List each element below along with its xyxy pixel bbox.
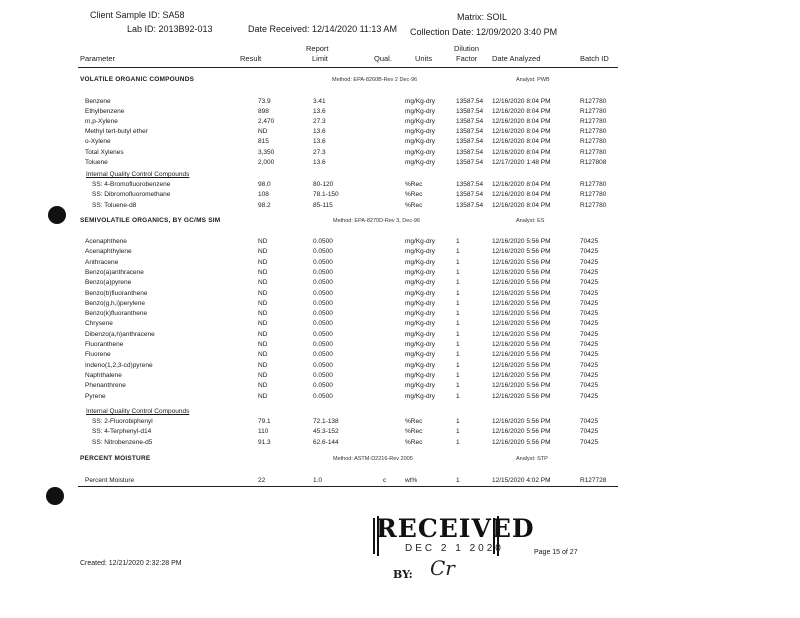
cell-units: mg/Kg-dry xyxy=(405,258,435,266)
cell-limit: 0.0500 xyxy=(313,310,333,318)
cell-limit: 13.6 xyxy=(313,138,326,146)
table-row xyxy=(0,149,800,159)
cell-param: Anthracene xyxy=(85,258,119,266)
cell-batch: R127780 xyxy=(580,108,607,116)
cell-param: Benzo(a)pyrene xyxy=(85,279,132,287)
cell-limit: 13.6 xyxy=(313,108,326,116)
cell-param: Pyrene xyxy=(85,392,106,400)
cell-limit: 78.1-150 xyxy=(313,191,339,199)
cell-result: ND xyxy=(258,238,268,245)
cell-units: mg/Kg-dry xyxy=(405,248,435,256)
table-row xyxy=(0,310,800,320)
cell-units: %Rec xyxy=(405,201,423,209)
cell-units: mg/Kg-dry xyxy=(405,279,435,287)
cell-dil: 1 xyxy=(456,392,460,400)
table-row xyxy=(0,331,800,341)
cell-date: 12/16/2020 5:56 PM xyxy=(492,351,551,359)
cell-units: mg/Kg-dry xyxy=(405,289,435,297)
cell-dil: 1 xyxy=(456,428,460,436)
cell-dil: 13587.54 xyxy=(456,191,484,199)
cell-param: Benzene xyxy=(85,98,111,105)
cell-date: 12/16/2020 8:04 PM xyxy=(492,201,551,209)
cell-param: Methyl tert-butyl ether xyxy=(85,128,148,136)
cell-result: ND xyxy=(258,341,268,348)
cell-result: 2,470 xyxy=(258,118,275,126)
col-units: Units xyxy=(415,54,433,63)
cell-param: Fluorene xyxy=(85,351,111,359)
cell-dil: 1 xyxy=(456,238,460,245)
cell-date: 12/16/2020 5:56 PM xyxy=(492,438,551,446)
cell-units: mg/Kg-dry xyxy=(405,330,435,338)
received-stamp-word: RECEIVED xyxy=(376,514,535,543)
cell-units: mg/Kg-dry xyxy=(405,361,435,369)
cell-dil: 1 xyxy=(456,351,460,359)
table-row xyxy=(0,191,800,201)
cell-batch: R127780 xyxy=(580,181,607,188)
cell-units: %Rec xyxy=(405,418,423,425)
cell-batch: 70425 xyxy=(580,320,599,328)
cell-result: ND xyxy=(258,361,268,369)
lab-id: Lab ID: 2013B92-013 xyxy=(127,24,213,34)
voc-qc-title: Internal Quality Control Compounds xyxy=(86,171,190,178)
cell-units: mg/Kg-dry xyxy=(405,310,435,318)
cell-param: Indeno(1,2,3-cd)pyrene xyxy=(85,361,153,369)
cell-dil: 13587.54 xyxy=(456,128,484,136)
cell-units: mg/Kg-dry xyxy=(405,268,435,276)
cell-units: mg/Kg-dry xyxy=(405,108,435,116)
cell-dil: 1 xyxy=(456,258,460,266)
col-report-limit-1: Report xyxy=(306,44,329,53)
cell-param: SS: Dibromofluoromethane xyxy=(92,191,171,199)
cell-param: o-Xylene xyxy=(85,138,111,146)
cell-result: 79.1 xyxy=(258,418,271,425)
table-row xyxy=(0,290,800,300)
cell-limit: 0.0500 xyxy=(313,392,333,400)
cell-result: ND xyxy=(258,330,268,338)
cell-batch: R127780 xyxy=(580,128,607,136)
created-timestamp: Created: 12/21/2020 2:32:28 PM xyxy=(80,560,182,567)
cell-limit: 0.0500 xyxy=(313,382,333,390)
collection-date: Collection Date: 12/09/2020 3:40 PM xyxy=(410,27,558,37)
col-dilution-1: Dilution xyxy=(454,44,480,53)
cell-result: 2,000 xyxy=(258,158,275,166)
cell-date: 12/16/2020 5:56 PM xyxy=(492,392,551,400)
cell-batch: 70425 xyxy=(580,341,599,348)
cell-param: SS: 4-Terphenyl-d14 xyxy=(92,428,152,436)
voc-section-title: VOLATILE ORGANIC COMPOUNDS xyxy=(80,76,195,83)
cell-dil: 1 xyxy=(456,299,460,307)
table-row xyxy=(0,300,800,310)
cell-param: Ethylbenzene xyxy=(85,108,125,116)
cell-result: ND xyxy=(258,392,268,400)
svoc-section-title: SEMIVOLATILE ORGANICS, BY GC/MS SIM xyxy=(80,217,221,224)
cell-date: 12/16/2020 5:56 PM xyxy=(492,361,551,369)
header-rule xyxy=(78,67,618,68)
cell-result: 98.2 xyxy=(258,201,271,209)
cell-param: SS: Nitrobenzene-d5 xyxy=(92,438,153,446)
table-row xyxy=(0,428,800,438)
moisture-section-title: PERCENT MOISTURE xyxy=(80,455,151,462)
cell-param: Naphthalene xyxy=(85,371,122,379)
cell-limit: 62.6-144 xyxy=(313,438,339,446)
cell-limit: 0.0500 xyxy=(313,279,333,287)
cell-date: 12/16/2020 5:56 PM xyxy=(492,248,551,256)
cell-result: 91.3 xyxy=(258,438,271,446)
cell-param: Acenaphthylene xyxy=(85,248,132,256)
cell-result: ND xyxy=(258,289,268,297)
cell-date: 12/16/2020 5:56 PM xyxy=(492,418,551,425)
moisture-analyst: Analyst: STP xyxy=(516,456,548,462)
cell-batch: 70425 xyxy=(580,361,599,369)
cell-result: ND xyxy=(258,382,268,390)
cell-dil: 13587.54 xyxy=(456,148,484,156)
cell-date: 12/16/2020 5:56 PM xyxy=(492,330,551,338)
cell-units: %Rec xyxy=(405,181,423,188)
cell-batch: R127780 xyxy=(580,118,607,126)
cell-batch: R127808 xyxy=(580,158,607,166)
table-row xyxy=(0,181,800,191)
table-row xyxy=(0,382,800,392)
cell-units: %Rec xyxy=(405,191,423,199)
table-row xyxy=(0,98,800,108)
cell-param: Fluoranthene xyxy=(85,341,124,348)
cell-batch: 70425 xyxy=(580,428,599,436)
cell-limit: 45.3-152 xyxy=(313,428,339,436)
cell-limit: 0.0500 xyxy=(313,371,333,379)
cell-result: 73.9 xyxy=(258,98,271,105)
received-stamp-date: DEC 2 1 2020 xyxy=(405,543,504,554)
cell-dil: 13587.54 xyxy=(456,138,484,146)
cell-result: ND xyxy=(258,258,268,266)
cell-date: 12/16/2020 8:04 PM xyxy=(492,191,551,199)
date-received: Date Received: 12/14/2020 11:13 AM xyxy=(248,24,397,34)
cell-result: ND xyxy=(258,371,268,379)
cell-batch: 70425 xyxy=(580,438,599,446)
punch-hole-bottom xyxy=(46,487,64,505)
cell-dil: 1 xyxy=(456,361,460,369)
table-row xyxy=(0,362,800,372)
cell-limit: 0.0500 xyxy=(313,361,333,369)
cell-param: SS: 4-Bromofluorobenzene xyxy=(92,181,171,188)
cell-result: ND xyxy=(258,279,268,287)
bottom-rule xyxy=(78,486,618,487)
cell-dil: 1 xyxy=(456,371,460,379)
cell-dil: 1 xyxy=(456,341,460,348)
table-row xyxy=(0,351,800,361)
table-row xyxy=(0,269,800,279)
by-label: BY: xyxy=(393,568,413,581)
cell-qual: c xyxy=(383,477,387,484)
cell-date: 12/16/2020 5:56 PM xyxy=(492,268,551,276)
cell-batch: 70425 xyxy=(580,351,599,359)
col-dilution-2: Factor xyxy=(456,54,478,63)
table-row xyxy=(0,128,800,138)
cell-param: Percent Moisture xyxy=(85,477,135,484)
cell-batch: R127780 xyxy=(580,138,607,146)
cell-limit: 3.41 xyxy=(313,98,326,105)
cell-dil: 13587.54 xyxy=(456,201,484,209)
cell-result: ND xyxy=(258,248,268,256)
cell-units: mg/Kg-dry xyxy=(405,382,435,390)
cell-result: ND xyxy=(258,268,268,276)
cell-date: 12/16/2020 5:56 PM xyxy=(492,341,551,348)
svoc-qc-title: Internal Quality Control Compounds xyxy=(86,408,190,415)
cell-batch: R127780 xyxy=(580,98,607,105)
cell-result: 108 xyxy=(258,191,269,199)
cell-limit: 85-115 xyxy=(313,201,333,209)
cell-limit: 13.6 xyxy=(313,158,326,166)
cell-dil: 1 xyxy=(456,438,460,446)
cell-units: mg/Kg-dry xyxy=(405,138,435,146)
client-sample-id: Client Sample ID: SA58 xyxy=(90,10,185,20)
cell-batch: 70425 xyxy=(580,248,599,256)
cell-dil: 1 xyxy=(456,477,460,484)
cell-date: 12/16/2020 8:04 PM xyxy=(492,148,551,156)
col-batch-id: Batch ID xyxy=(580,54,609,63)
cell-batch: 70425 xyxy=(580,382,599,390)
cell-units: mg/Kg-dry xyxy=(405,351,435,359)
cell-units: mg/Kg-dry xyxy=(405,341,435,348)
cell-units: wt% xyxy=(405,477,418,484)
cell-date: 12/16/2020 5:56 PM xyxy=(492,320,551,328)
cell-result: ND xyxy=(258,320,268,328)
col-parameter: Parameter xyxy=(80,54,116,63)
cell-date: 12/16/2020 8:04 PM xyxy=(492,128,551,136)
table-row xyxy=(0,320,800,330)
cell-units: mg/Kg-dry xyxy=(405,148,435,156)
cell-batch: 70425 xyxy=(580,289,599,297)
cell-units: mg/Kg-dry xyxy=(405,299,435,307)
table-row xyxy=(0,248,800,258)
cell-param: SS: Toluene-d8 xyxy=(92,201,137,209)
table-row xyxy=(0,279,800,289)
cell-limit: 0.0500 xyxy=(313,351,333,359)
cell-limit: 0.0500 xyxy=(313,248,333,256)
cell-dil: 1 xyxy=(456,279,460,287)
cell-limit: 0.0500 xyxy=(313,341,333,348)
cell-limit: 0.0500 xyxy=(313,299,333,307)
page-number: Page 15 of 27 xyxy=(534,549,578,556)
svoc-analyst: Analyst: ES xyxy=(516,218,545,224)
cell-date: 12/16/2020 5:56 PM xyxy=(492,299,551,307)
table-row xyxy=(0,238,800,248)
cell-batch: 70425 xyxy=(580,330,599,338)
cell-result: ND xyxy=(258,128,268,136)
cell-result: ND xyxy=(258,351,268,359)
cell-limit: 0.0500 xyxy=(313,320,333,328)
cell-date: 12/16/2020 5:56 PM xyxy=(492,428,551,436)
cell-date: 12/16/2020 8:04 PM xyxy=(492,98,551,105)
cell-date: 12/16/2020 5:56 PM xyxy=(492,371,551,379)
cell-units: mg/Kg-dry xyxy=(405,158,435,166)
cell-batch: R127780 xyxy=(580,201,607,209)
cell-units: mg/Kg-dry xyxy=(405,98,435,105)
table-row xyxy=(0,418,800,428)
cell-batch: R127780 xyxy=(580,148,607,156)
cell-param: Dibenzo(a,h)anthracene xyxy=(85,330,155,338)
cell-batch: 70425 xyxy=(580,310,599,318)
cell-date: 12/16/2020 5:56 PM xyxy=(492,382,551,390)
cell-batch: 70425 xyxy=(580,258,599,266)
cell-dil: 1 xyxy=(456,289,460,297)
cell-limit: 27.3 xyxy=(313,148,326,156)
cell-dil: 13587.54 xyxy=(456,98,484,105)
col-report-limit-2: Limit xyxy=(312,54,328,63)
cell-dil: 1 xyxy=(456,382,460,390)
cell-batch: 70425 xyxy=(580,371,599,379)
col-result: Result xyxy=(240,54,262,63)
cell-result: 110 xyxy=(258,428,269,436)
cell-batch: 70425 xyxy=(580,299,599,307)
cell-limit: 1.0 xyxy=(313,477,323,484)
cell-limit: 27.3 xyxy=(313,118,326,126)
cell-limit: 0.0500 xyxy=(313,238,333,245)
table-row xyxy=(0,259,800,269)
cell-dil: 1 xyxy=(456,418,460,425)
table-row xyxy=(0,138,800,148)
cell-units: mg/Kg-dry xyxy=(405,128,435,136)
table-row xyxy=(0,202,800,212)
cell-result: 3,350 xyxy=(258,148,275,156)
cell-date: 12/16/2020 5:56 PM xyxy=(492,279,551,287)
cell-dil: 13587.54 xyxy=(456,108,484,116)
cell-param: Benzo(k)fluoranthene xyxy=(85,310,148,318)
cell-dil: 13587.54 xyxy=(456,118,484,126)
cell-dil: 1 xyxy=(456,320,460,328)
cell-param: Benzo(g,h,i)perylene xyxy=(85,299,145,307)
matrix: Matrix: SOIL xyxy=(457,12,508,22)
cell-param: Total Xylenes xyxy=(85,148,124,156)
table-row xyxy=(0,372,800,382)
table-row xyxy=(0,341,800,351)
cell-date: 12/16/2020 5:56 PM xyxy=(492,238,551,245)
cell-batch: 70425 xyxy=(580,418,599,425)
cell-date: 12/15/2020 4:02 PM xyxy=(492,477,551,484)
cell-batch: R127728 xyxy=(580,477,607,484)
cell-limit: 80-120 xyxy=(313,181,334,188)
moisture-method: Method: ASTM-D2216-Rev 2005 xyxy=(333,456,413,462)
cell-param: Acenaphthene xyxy=(85,238,127,245)
cell-param: Phenanthrene xyxy=(85,382,126,390)
cell-result: 815 xyxy=(258,138,269,146)
cell-date: 12/16/2020 5:56 PM xyxy=(492,289,551,297)
cell-date: 12/16/2020 8:04 PM xyxy=(492,108,551,116)
cell-result: 22 xyxy=(258,477,266,484)
cell-dil: 13587.54 xyxy=(456,181,484,188)
cell-param: Chrysene xyxy=(85,320,113,328)
cell-units: mg/Kg-dry xyxy=(405,320,435,328)
col-qual: Qual. xyxy=(374,54,392,63)
table-row xyxy=(0,439,800,449)
table-row xyxy=(0,118,800,128)
cell-units: %Rec xyxy=(405,438,423,446)
voc-method: Method: EPA-8260B-Rev 2 Dec-96 xyxy=(332,77,418,83)
cell-date: 12/16/2020 8:04 PM xyxy=(492,138,551,146)
cell-dil: 1 xyxy=(456,248,460,256)
cell-batch: 70425 xyxy=(580,392,599,400)
cell-units: mg/Kg-dry xyxy=(405,392,435,400)
cell-units: mg/Kg-dry xyxy=(405,238,435,245)
signature: Cr xyxy=(430,556,455,580)
cell-batch: 70425 xyxy=(580,279,599,287)
cell-result: 898 xyxy=(258,108,269,116)
cell-date: 12/16/2020 5:56 PM xyxy=(492,310,551,318)
cell-param: Benzo(b)fluoranthene xyxy=(85,289,148,297)
cell-limit: 72.1-138 xyxy=(313,418,339,425)
cell-limit: 0.0500 xyxy=(313,289,333,297)
cell-units: mg/Kg-dry xyxy=(405,371,435,379)
cell-date: 12/17/2020 1:48 PM xyxy=(492,158,551,166)
cell-limit: 0.0500 xyxy=(313,330,333,338)
cell-limit: 0.0500 xyxy=(313,258,333,266)
table-row xyxy=(0,159,800,169)
cell-limit: 0.0500 xyxy=(313,268,333,276)
cell-param: m,p-Xylene xyxy=(85,118,118,126)
table-row xyxy=(0,393,800,403)
cell-batch: R127780 xyxy=(580,191,607,199)
cell-param: Toluene xyxy=(85,158,108,166)
cell-batch: 70425 xyxy=(580,268,599,276)
cell-param: Benzo(a)anthracene xyxy=(85,268,144,276)
cell-dil: 1 xyxy=(456,268,460,276)
cell-date: 12/16/2020 5:56 PM xyxy=(492,258,551,266)
table-row xyxy=(0,108,800,118)
col-date-analyzed: Date Analyzed xyxy=(492,54,541,63)
cell-units: %Rec xyxy=(405,428,423,436)
cell-dil: 1 xyxy=(456,330,460,338)
cell-dil: 13587.54 xyxy=(456,158,484,166)
cell-date: 12/16/2020 8:04 PM xyxy=(492,181,551,188)
voc-analyst: Analyst: PWB xyxy=(516,77,550,83)
punch-hole-top xyxy=(48,206,66,224)
cell-result: ND xyxy=(258,310,268,318)
cell-units: mg/Kg-dry xyxy=(405,118,435,126)
cell-limit: 13.6 xyxy=(313,128,326,136)
cell-batch: 70425 xyxy=(580,238,599,245)
cell-date: 12/16/2020 8:04 PM xyxy=(492,118,551,126)
cell-result: 98.0 xyxy=(258,181,271,188)
svoc-method: Method: EPA-8270D-Rev 3, Dec-96 xyxy=(333,218,421,224)
cell-param: SS: 2-Fluorobiphenyl xyxy=(92,418,153,425)
cell-result: ND xyxy=(258,299,268,307)
cell-dil: 1 xyxy=(456,310,460,318)
